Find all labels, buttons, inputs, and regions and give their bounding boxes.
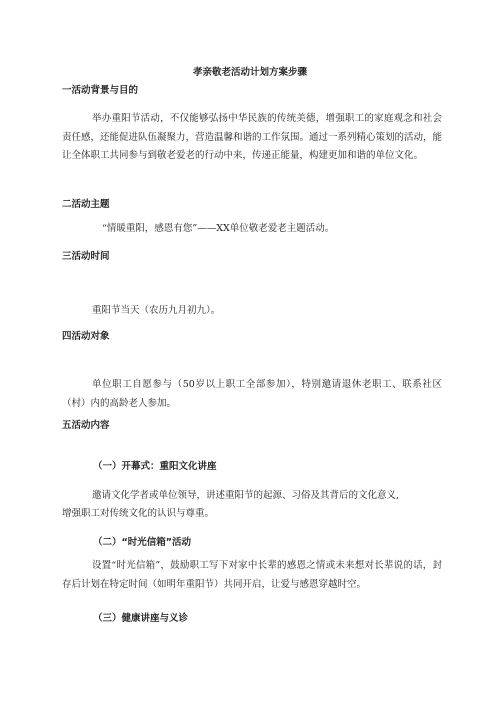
subsection-body-lecture-line2: 增强职工对传统文化的认识与尊重。 xyxy=(62,508,215,519)
subsection-heading-time-capsule: （二）“时光信箱”活动 xyxy=(93,537,191,548)
section-body-participants: 单位职工自愿参与（50岁以上职工全部参加），特别邀请退休老职工、联系社区（村）内的高龄老人参加。 xyxy=(62,379,442,409)
section-heading-participants: 四活动对象 xyxy=(62,331,110,342)
section-heading-theme: 二活动主题 xyxy=(62,199,110,210)
document-title: 孝亲敬老活动计划方案步骤 xyxy=(192,67,307,78)
subsection-heading-health: （三）健康讲座与义诊 xyxy=(93,613,189,624)
section-heading-content: 五活动内容 xyxy=(62,420,110,431)
section-body-theme: “情暖重阳，感恩有您”——XX单位敬老爱老主题活动。 xyxy=(102,223,335,234)
section-body-time: 重阳节当天（农历九月初九）。 xyxy=(92,305,221,316)
subsection-body-lecture-line1: 邀请文化学者或单位领导，讲述重阳节的起源、习俗及其背后的文化意义, xyxy=(92,490,400,501)
section-body-background: 举办重阳节活动，不仅能够弘扬中华民族的传统美德，增强职工的家庭观念和社会责任感，还能促进队伍凝聚力，营造温馨和谐的工作氛围。通过一系列精心策划的活动，能让全体职工共同参与到敬老爱老的行动中来，传递正能量，构建更加和谐的单位文化。 xyxy=(62,113,443,161)
subsection-body-time-capsule: 设置“时光信箱”，鼓励职工写下对家中长辈的感恩之情或未来想对长辈说的话，封存后计划在特定时间（如明年重阳节）共同开启，让爱与感恩穿越时空。 xyxy=(62,560,442,590)
section-heading-background: 一活动背景与目的 xyxy=(62,85,139,96)
section-heading-time: 三活动时间 xyxy=(62,251,110,262)
subsection-heading-lecture: （一）开幕式：重阳文化讲座 xyxy=(93,461,217,472)
